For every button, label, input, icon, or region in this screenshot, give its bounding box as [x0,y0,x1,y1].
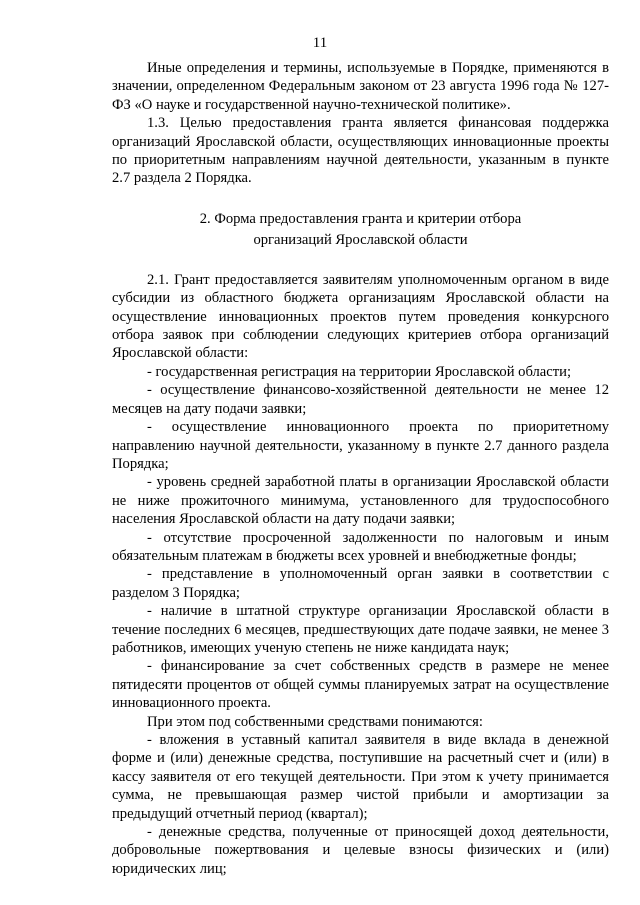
list-item-application: - представление в уполномоченный орган заявки в соответствии с разделом 3 Порядка; [112,566,609,601]
list-item-no-debt: - отсутствие просроченной задолженности по налоговым и иным обязательным платежам в бюджеты всех уровней и внебюджетные фонды; [112,529,609,564]
list-item-staff: - наличие в штатной структуре организации Ярославской области в течение последних 6 месяцев, предшествующих дате подаче заявки, не менее 3 работников, имеющих ученую степень не ниже кандидата наук; [112,603,609,656]
list-item-salary-level: - уровень средней заработной платы в организации Ярославской области не ниже прожиточного минимума, установленного для трудоспособного населения Ярославской области на дату подачи заявки; [112,474,609,528]
list-item-registration: - государственная регистрация на территории Ярославской области; [147,363,572,380]
document-body [112,59,609,878]
section-heading-line-1: 2. Форма предоставления гранта и критерии отбора [199,210,522,227]
list-item-capital-contributions: - вложения в уставный капитал заявителя в виде вклада в денежной форме и (или) денежные средства, поступившие на расчетный счет и (или) в кассу заявителя от его текущей деятельности. При этом к учету принимается сумма, не превышающая размер чистой прибыли и амортизации за предыдущий отчетный период (квартал); [112,732,609,822]
list-item-income-donations: - денежные средства, полученные от приносящей доход деятельности, добровольные пожертвования и целевые взносы физических и (или) юридических лиц; [112,824,609,877]
paragraph-own-funds-definition: При этом под собственными средствами понимаются: [147,713,483,730]
list-item-activity-duration: - осуществление финансово-хозяйственной деятельности не менее 12 месяцев на дату подачи заявки; [112,382,609,417]
paragraph-definitions: Иные определения и термины, используемые в Порядке, применяются в значении, определенном Федеральным законом от 23 августа 1996 года № 127-ФЗ «О науке и государственной научно-технической политике». [112,60,609,113]
list-item-innovation-project: - осуществление инновационного проекта по приоритетному направлению научной деятельности, указанному в пункте 2.7 данного раздела Порядка; [112,419,609,472]
list-item-own-funding: - финансирование за счет собственных средств в размере не менее пятидесяти процентов от общей суммы планируемых затрат на осуществление инновационного проекта. [112,658,609,712]
paragraph-2-1: 2.1. Грант предоставляется заявителям уполномоченным органом в виде субсидии из областного бюджета организациям Ярославской области на осуществление инновационных проектов путем проведения конкурсного отбора заявок при соблюдении следующих критериев отбора организаций Ярославской области: [112,271,609,362]
section-heading-line-2: организаций Ярославской области [253,231,468,248]
paragraph-1-3: 1.3. Целью предоставления гранта является финансовая поддержка организаций Ярославской области, осуществляющих инновационные проекты по приоритетным направлениям научной деятельности, указанным в пункте 2.7 раздела 2 Порядка. [112,115,609,187]
page-number: 11 [312,35,328,51]
